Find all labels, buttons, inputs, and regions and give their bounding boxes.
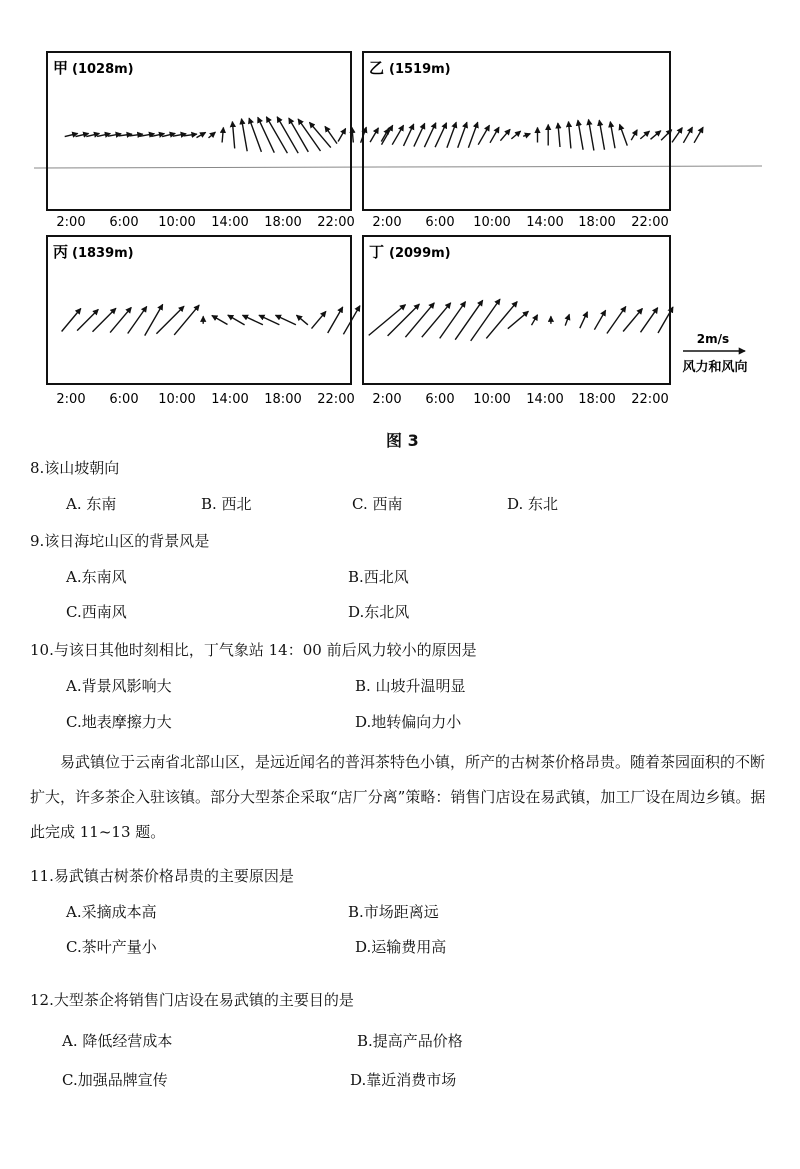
wind-arrow xyxy=(440,302,466,339)
wind-arrow xyxy=(694,127,703,143)
reference-baseline xyxy=(34,166,762,168)
wind-arrow xyxy=(249,118,261,152)
wind-arrow xyxy=(242,119,248,151)
wind-arrow xyxy=(468,122,477,147)
wind-arrow xyxy=(620,124,628,145)
station-name: 乙 xyxy=(369,59,385,77)
wind-arrow xyxy=(623,309,642,332)
tick-label: 10:00 xyxy=(473,392,511,407)
q10-option-a[interactable]: A.背景风影响大 xyxy=(66,677,172,695)
q10-option-b[interactable]: B. 山坡升温明显 xyxy=(355,677,466,695)
panel-jia xyxy=(47,52,389,230)
wind-arrow xyxy=(478,125,489,144)
station-name: 甲 xyxy=(53,59,69,77)
wind-arrow xyxy=(641,308,658,333)
wind-arrow xyxy=(455,300,483,339)
wind-arrow xyxy=(523,134,530,137)
wind-arrow xyxy=(266,117,287,153)
passage: 易武镇位于云南省北部山区，是远近闻名的普洱茶特色小镇，所产的古树茶价格昂贵。随着茶园面积的不断扩大，许多茶企入驻该镇。部分大型茶企采取“店厂分离”策略：销售门店设在易武镇，加工厂设在周边乡镇。据此完成 11~13 题。 xyxy=(30,753,766,841)
panel-bing xyxy=(47,236,360,407)
wind-figure xyxy=(0,0,800,420)
q11-option-b[interactable]: B.市场距离远 xyxy=(348,903,439,921)
figure-caption: 图 3 xyxy=(386,431,419,450)
wind-arrow xyxy=(599,120,604,150)
tick-label: 10:00 xyxy=(158,392,196,407)
wind-arrow xyxy=(222,128,223,143)
wind-arrow xyxy=(683,127,692,143)
wind-arrows xyxy=(369,299,673,341)
wind-arrow xyxy=(565,314,569,325)
wind-arrow xyxy=(490,127,499,143)
tick-label: 2:00 xyxy=(372,215,402,230)
tick-label: 2:00 xyxy=(56,392,86,407)
tick-label: 10:00 xyxy=(473,215,511,230)
station-name: 丁 xyxy=(369,243,385,261)
station-elevation: (2099m) xyxy=(389,246,451,261)
wind-arrow xyxy=(578,120,583,150)
wind-arrow xyxy=(298,119,320,151)
tick-label: 22:00 xyxy=(631,392,669,407)
wind-arrow xyxy=(414,123,425,146)
wind-arrow xyxy=(424,123,435,147)
wind-arrow xyxy=(435,123,446,147)
wind-arrow xyxy=(471,299,500,341)
wind-arrow xyxy=(232,122,234,149)
wind-arrows xyxy=(382,120,704,151)
wind-arrow xyxy=(228,315,245,325)
tick-label: 18:00 xyxy=(264,215,302,230)
wind-arrow xyxy=(289,118,309,152)
tick-label: 14:00 xyxy=(526,392,564,407)
q8-option-c[interactable]: C. 西南 xyxy=(352,495,403,513)
q9-option-a[interactable]: A.东南风 xyxy=(66,568,127,586)
wind-arrow xyxy=(259,315,279,325)
wind-arrow xyxy=(382,125,393,144)
wind-arrow xyxy=(405,303,434,337)
q8-option-d[interactable]: D. 东北 xyxy=(507,495,559,513)
q11-option-a[interactable]: A.采摘成本高 xyxy=(66,903,157,921)
scale-legend xyxy=(682,332,747,375)
scale-value-label: 2m/s xyxy=(696,332,730,346)
wind-arrow xyxy=(392,125,403,144)
tick-label: 14:00 xyxy=(526,215,564,230)
wind-arrow xyxy=(532,315,538,325)
q11-option-c[interactable]: C.茶叶产量小 xyxy=(66,938,157,956)
q10-stem: 10.与该日其他时刻相比，丁气象站 14：00 前后风力较小的原因是 xyxy=(30,641,477,659)
wind-arrow xyxy=(276,315,296,325)
q12-option-a[interactable]: A. 降低经营成本 xyxy=(62,1032,173,1050)
wind-arrow xyxy=(197,132,206,137)
q8-option-b[interactable]: B. 西北 xyxy=(201,495,252,513)
wind-arrow xyxy=(209,132,216,138)
tick-label: 10:00 xyxy=(158,215,196,230)
tick-label: 22:00 xyxy=(631,215,669,230)
q9-option-b[interactable]: B.西北风 xyxy=(348,568,409,586)
wind-arrow xyxy=(352,128,353,143)
tick-labels xyxy=(56,392,354,407)
wind-arrow xyxy=(558,123,560,147)
wind-arrow xyxy=(297,315,308,325)
tick-label: 2:00 xyxy=(56,215,86,230)
wind-arrow xyxy=(243,315,263,325)
wind-arrows xyxy=(62,304,360,335)
q12-option-b[interactable]: B.提高产品价格 xyxy=(357,1032,463,1050)
wind-arrow xyxy=(589,120,594,151)
wind-arrow xyxy=(388,304,420,336)
tick-label: 14:00 xyxy=(211,392,249,407)
wind-arrow xyxy=(422,303,451,337)
q9-option-c[interactable]: C.西南风 xyxy=(66,603,127,621)
wind-arrow xyxy=(328,307,343,333)
q10-option-d[interactable]: D.地转偏向力小 xyxy=(355,713,462,731)
tick-label: 22:00 xyxy=(317,215,355,230)
q11-option-d[interactable]: D.运输费用高 xyxy=(355,938,447,956)
q8-option-a[interactable]: A. 东南 xyxy=(66,495,117,513)
tick-label: 22:00 xyxy=(317,392,355,407)
wind-arrow xyxy=(607,307,626,334)
tick-label: 18:00 xyxy=(578,215,616,230)
tick-label: 18:00 xyxy=(578,392,616,407)
wind-arrows xyxy=(65,117,389,153)
wind-arrow xyxy=(500,129,510,140)
wind-arrow xyxy=(594,310,605,329)
tick-labels xyxy=(372,215,668,230)
wind-arrow xyxy=(77,309,98,330)
tick-label: 6:00 xyxy=(109,215,139,230)
wind-arrow xyxy=(631,130,637,140)
tick-label: 14:00 xyxy=(211,215,249,230)
panel-ding xyxy=(363,236,673,407)
wind-arrow xyxy=(62,309,81,332)
wind-arrow xyxy=(511,131,520,139)
tick-label: 6:00 xyxy=(425,392,455,407)
wind-arrow xyxy=(447,122,456,147)
wind-arrow xyxy=(580,312,588,328)
wind-arrow xyxy=(156,306,184,334)
tick-label: 18:00 xyxy=(264,392,302,407)
tick-label: 6:00 xyxy=(109,392,139,407)
wind-arrow xyxy=(128,307,147,334)
wind-arrow xyxy=(640,131,649,139)
wind-arrow xyxy=(325,126,337,143)
wind-arrow xyxy=(508,311,529,328)
wind-arrow xyxy=(569,122,571,149)
wind-arrow xyxy=(312,311,326,328)
q12-stem: 12.大型茶企将销售门店设在易武镇的主要目的是 xyxy=(30,991,354,1009)
q12-option-c[interactable]: C.加强品牌宣传 xyxy=(62,1071,168,1089)
station-elevation: (1519m) xyxy=(389,62,451,77)
wind-arrow xyxy=(370,128,378,142)
tick-labels xyxy=(56,215,354,230)
wind-arrow xyxy=(277,117,298,153)
q9-stem: 9.该日海坨山区的背景风是 xyxy=(30,532,210,550)
q9-option-d[interactable]: D.东北风 xyxy=(348,603,410,621)
wind-arrow xyxy=(369,305,406,336)
wind-arrow xyxy=(651,131,661,140)
scale-caption: 风力和风向 xyxy=(682,360,748,375)
tick-label: 2:00 xyxy=(372,392,402,407)
q12-option-d[interactable]: D.靠近消费市场 xyxy=(350,1071,457,1089)
wind-arrow xyxy=(610,122,615,149)
station-elevation: (1028m) xyxy=(72,62,134,77)
wind-arrow xyxy=(310,122,331,147)
wind-arrow xyxy=(672,128,682,143)
tick-labels xyxy=(372,392,668,407)
tick-label: 6:00 xyxy=(425,215,455,230)
wind-arrow xyxy=(486,302,517,339)
station-elevation: (1839m) xyxy=(72,246,134,261)
q11-stem: 11.易武镇古树茶价格昂贵的主要原因是 xyxy=(30,867,294,885)
q8-stem: 8.该山坡朝向 xyxy=(30,459,120,477)
station-name: 丙 xyxy=(53,243,69,261)
panel-yi xyxy=(363,52,703,230)
wind-arrow xyxy=(458,122,467,147)
wind-arrow xyxy=(404,124,414,146)
wind-arrow xyxy=(338,129,346,142)
q10-option-c[interactable]: C.地表摩擦力大 xyxy=(66,713,172,731)
wind-arrow xyxy=(212,316,228,325)
wind-arrow xyxy=(174,305,199,335)
